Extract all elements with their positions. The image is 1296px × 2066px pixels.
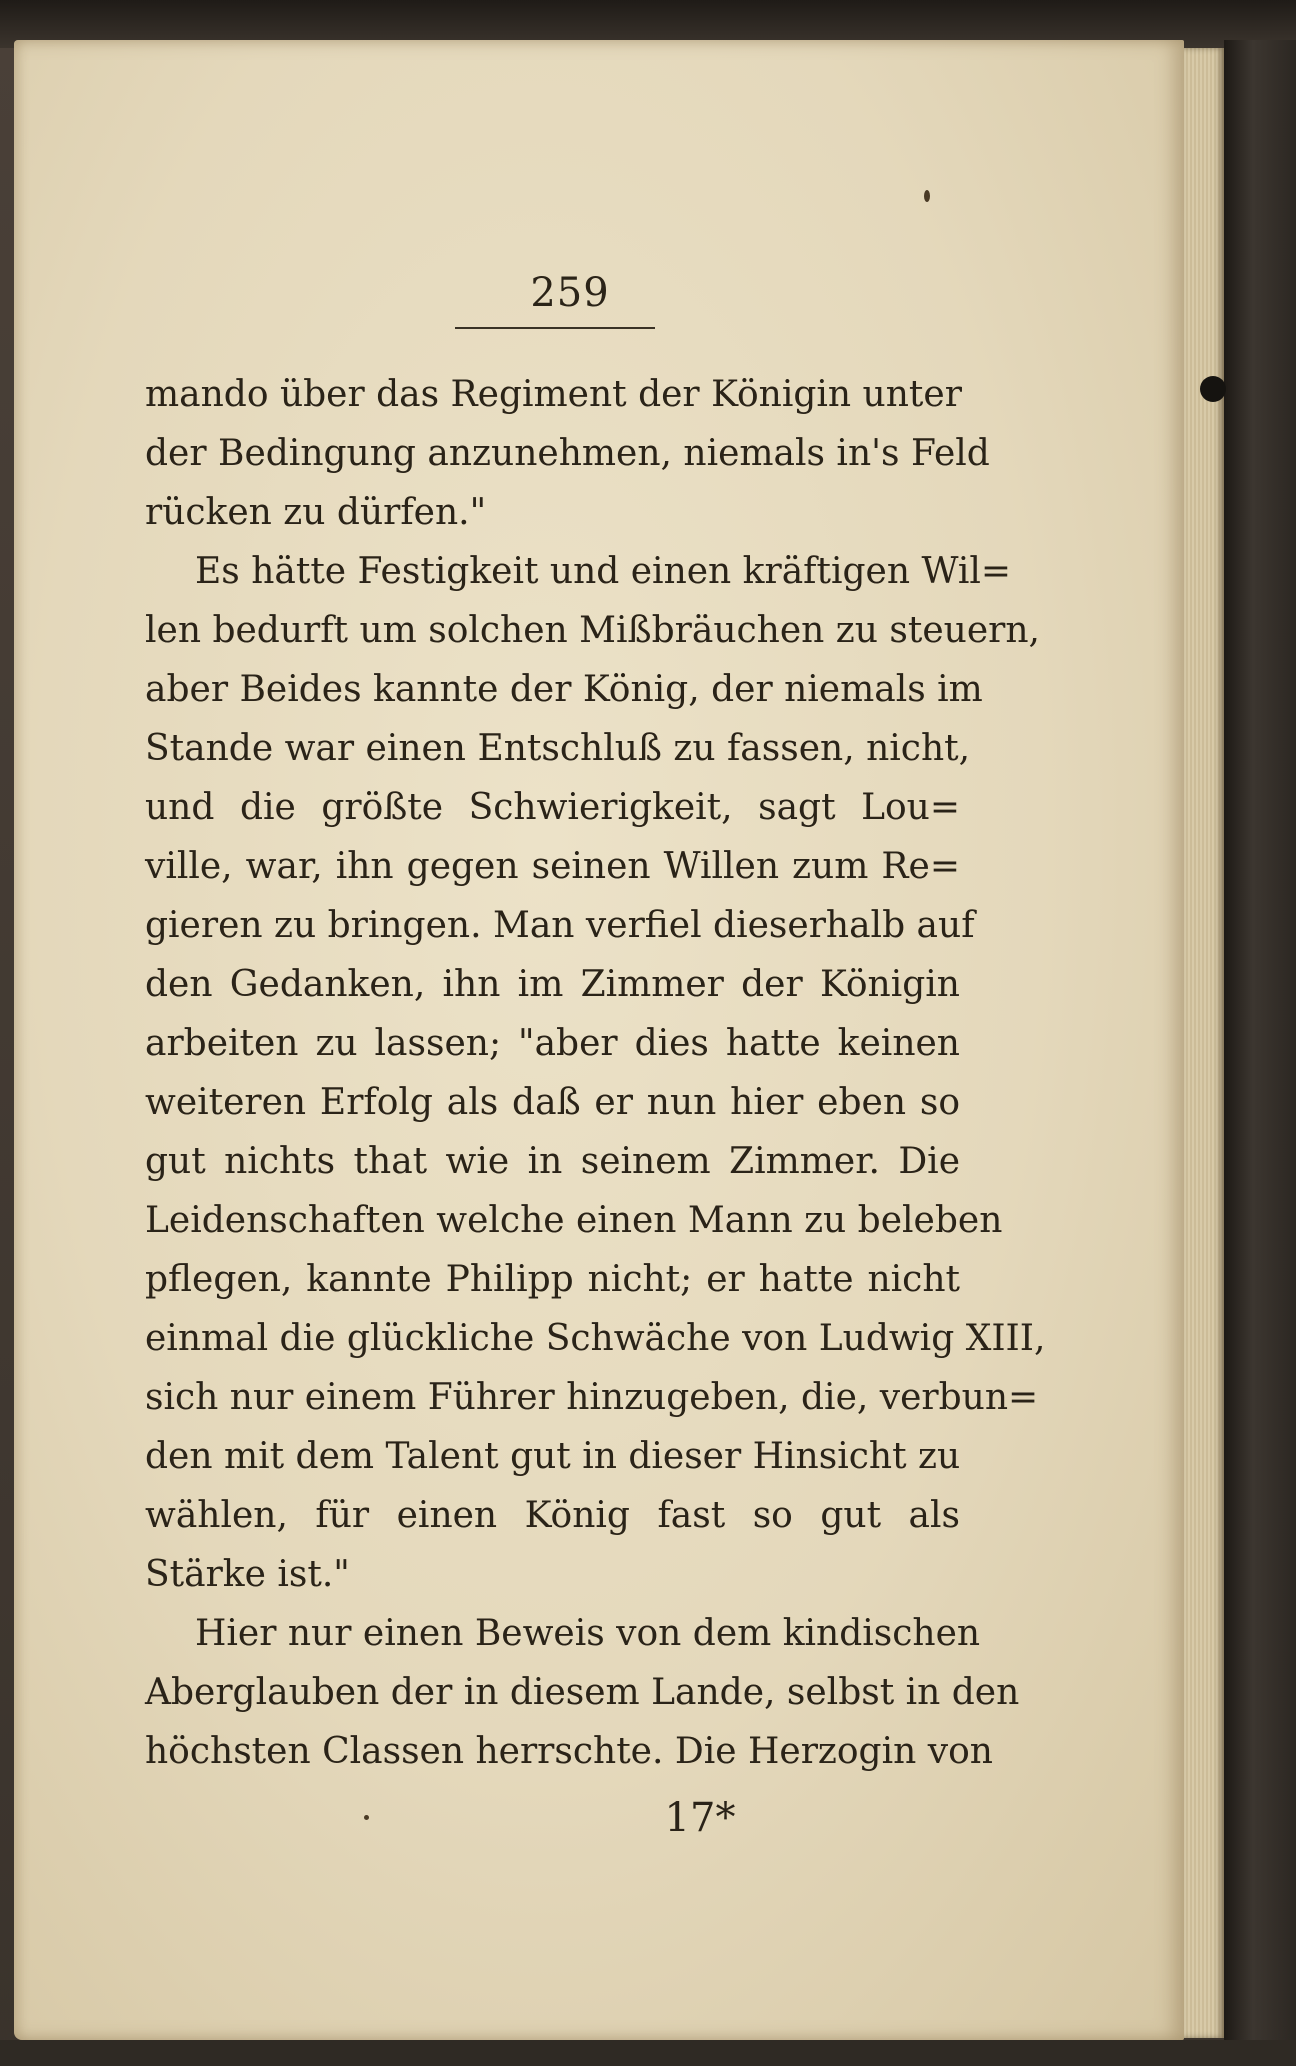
text-line: Aberglauben der in diesem Lande, selbst in den (145, 1672, 1020, 1713)
text-line: weiteren Erfolg als daß er nun hier eben so (145, 1082, 960, 1123)
text-line: aber Beides kannte der König, der niemals im (145, 669, 983, 710)
text-line: den Gedanken, ihn im Zimmer der Königin (145, 964, 960, 1005)
book-cover-right (1224, 40, 1296, 2066)
page-edges (1184, 48, 1224, 2038)
text-line: Stande war einen Entschluß zu fassen, nicht, (145, 728, 971, 769)
text-line: wählen, für einen König fast so gut als (145, 1495, 960, 1536)
book-cover-bottom (0, 2040, 1296, 2066)
page-number: 259 (530, 270, 610, 316)
text-line: Hier nur einen Beweis von dem kindischen (195, 1613, 981, 1654)
text-line: mando über das Regiment der Königin unter (145, 374, 962, 415)
paper-speck (924, 190, 930, 202)
body-text (145, 365, 1046, 1781)
text-line: den mit dem Talent gut in dieser Hinsicht zu (145, 1436, 961, 1477)
text-line: und die größte Schwierigkeit, sagt Lou= (145, 787, 960, 828)
text-line: len bedurft um solchen Mißbräuchen zu steuern, (145, 610, 1040, 651)
text-line: ville, war, ihn gegen seinen Willen zum Re= (145, 846, 960, 887)
text-line: Leidenschaften welche einen Mann zu beleben (145, 1200, 1003, 1241)
text-line: gut nichts that wie in seinem Zimmer. Die (145, 1141, 960, 1182)
text-line: der Bedingung anzunehmen, niemals in's Feld (145, 433, 990, 474)
text-line: Stärke ist." (145, 1554, 350, 1595)
text-line: pflegen, kannte Philipp nicht; er hatte nicht (145, 1259, 960, 1300)
cover-tack (1200, 376, 1226, 402)
text-line: gieren zu bringen. Man verfiel dieserhalb auf (145, 905, 975, 946)
signature-mark: 17* (664, 1795, 736, 1841)
paper-speck (364, 1815, 369, 1820)
header-rule (455, 327, 655, 329)
text-line: sich nur einem Führer hinzugeben, die, verbun= (145, 1377, 1039, 1418)
text-line: einmal die glückliche Schwäche von Ludwig XIII, (145, 1318, 1046, 1359)
text-line: Es hätte Festigkeit und einen kräftigen Wil= (195, 551, 1012, 592)
text-line: höchsten Classen herrschte. Die Herzogin von (145, 1731, 993, 1772)
text-line: arbeiten zu lassen; "aber dies hatte keinen (145, 1023, 960, 1064)
text-line: rücken zu dürfen." (145, 492, 487, 533)
